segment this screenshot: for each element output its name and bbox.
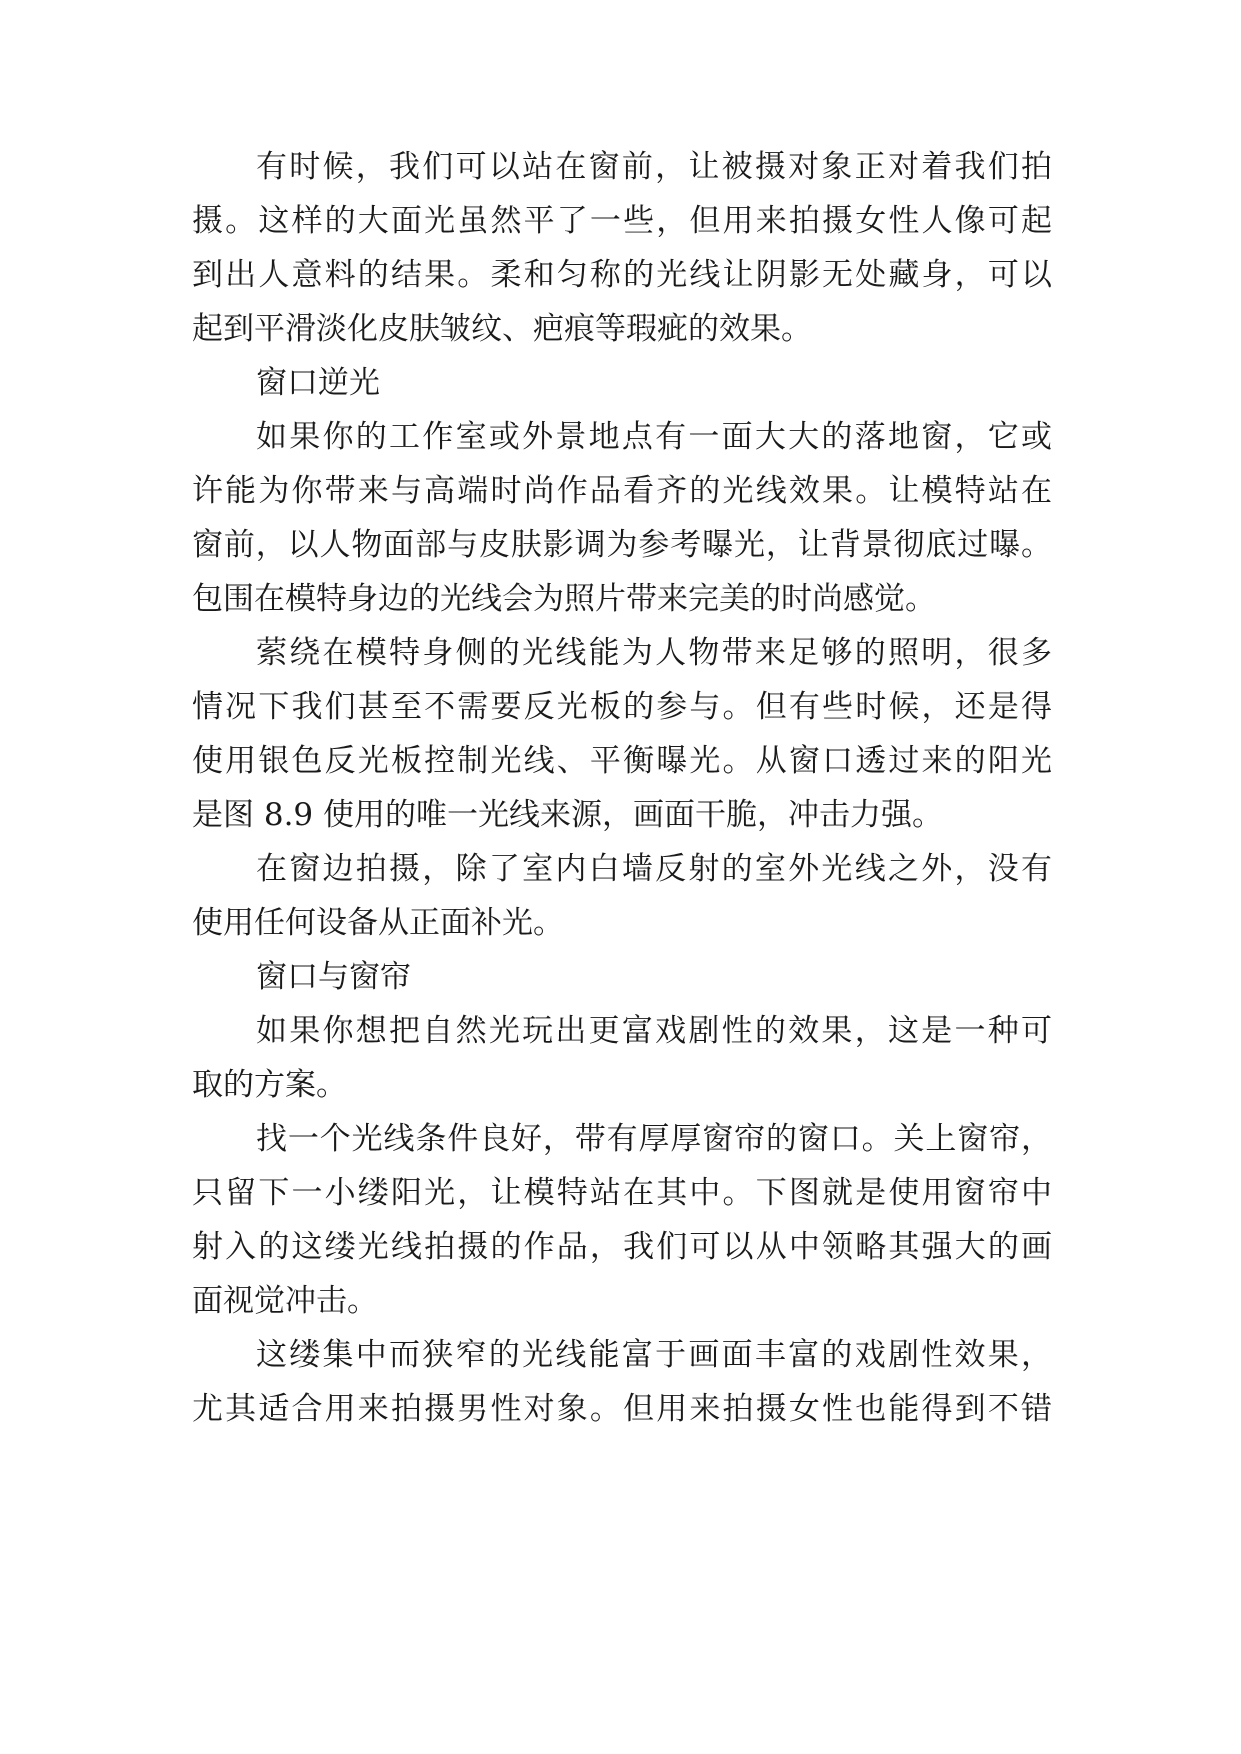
paragraph-line: 射入的这缕光线拍摄的作品，我们可以从中领略其强大的画 [192, 1229, 1052, 1265]
paragraph-line: 到出人意料的结果。柔和匀称的光线让阴影无处藏身，可以 [192, 257, 1052, 293]
paragraph-line: 只留下一小缕阳光，让模特站在其中。下图就是使用窗帘中 [192, 1175, 1052, 1211]
paragraph-line: 使用任何设备从正面补光。 [192, 905, 564, 941]
paragraph-line: 是图 8.9 使用的唯一光线来源，画面干脆，冲击力强。 [192, 797, 944, 833]
paragraph-line: 取的方案。 [192, 1067, 347, 1103]
paragraph-line: 窗前，以人物面部与皮肤影调为参考曝光，让背景彻底过曝。 [192, 527, 1052, 563]
paragraph-line: 在窗边拍摄，除了室内白墙反射的室外光线之外，没有 [256, 851, 1052, 887]
paragraph-line: 如果你想把自然光玩出更富戏剧性的效果，这是一种可 [256, 1013, 1052, 1049]
paragraph-line: 这缕集中而狭窄的光线能富于画面丰富的戏剧性效果， [256, 1337, 1052, 1373]
paragraph-line: 萦绕在模特身侧的光线能为人物带来足够的照明，很多 [256, 635, 1052, 671]
paragraph-line: 面视觉冲击。 [192, 1283, 378, 1319]
paragraph-line: 如果你的工作室或外景地点有一面大大的落地窗，它或 [256, 419, 1052, 455]
section-heading: 窗口与窗帘 [256, 959, 411, 995]
paragraph-line: 找一个光线条件良好，带有厚厚窗帘的窗口。关上窗帘， [256, 1121, 1052, 1157]
paragraph-line: 起到平滑淡化皮肤皱纹、疤痕等瑕疵的效果。 [192, 311, 812, 347]
paragraph-line: 尤其适合用来拍摄男性对象。但用来拍摄女性也能得到不错 [192, 1391, 1052, 1427]
paragraph-line: 使用银色反光板控制光线、平衡曝光。从窗口透过来的阳光 [192, 743, 1052, 779]
paragraph-line: 包围在模特身边的光线会为照片带来完美的时尚感觉。 [192, 581, 936, 617]
paragraph-line: 情况下我们甚至不需要反光板的参与。但有些时候，还是得 [192, 689, 1052, 725]
section-heading: 窗口逆光 [256, 365, 380, 401]
paragraph-line: 摄。这样的大面光虽然平了一些，但用来拍摄女性人像可起 [192, 203, 1052, 239]
paragraph-line: 许能为你带来与高端时尚作品看齐的光线效果。让模特站在 [192, 473, 1052, 509]
paragraph-line: 有时候，我们可以站在窗前，让被摄对象正对着我们拍 [256, 149, 1052, 185]
